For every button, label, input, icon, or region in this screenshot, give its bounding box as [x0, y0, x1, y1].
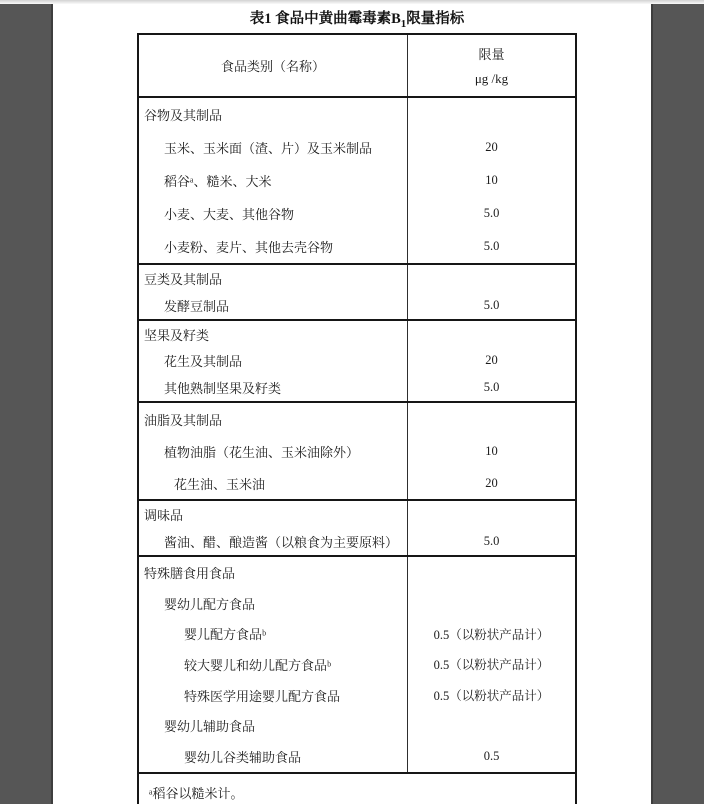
limit-value-cell: 20 — [485, 475, 498, 490]
limit-value-cell: 5.0 — [483, 380, 500, 395]
limit-value-cell: 5.0 — [483, 206, 500, 220]
table-section — [139, 96, 575, 263]
table-header — [139, 35, 575, 96]
limit-value-cell: 20 — [485, 140, 498, 154]
table-title — [137, 7, 577, 30]
food-category-cell: 小麦、大麦、其他谷物 — [139, 197, 408, 230]
food-category-cell: 稻谷ᵃ、糙米、大米 — [139, 164, 408, 197]
food-category-cell: 谷物及其制品 — [139, 98, 408, 131]
limit-value-cell: 0.5（以粉状产品计） — [433, 658, 550, 673]
food-category-cell: 发酵豆制品 — [139, 292, 408, 319]
food-category-cell: 特殊医学用途婴儿配方食品 — [139, 680, 408, 711]
limit-value-cell: 5.0 — [483, 239, 500, 253]
table-row — [139, 680, 575, 711]
food-category-cell: 其他熟制坚果及籽类 — [139, 374, 408, 401]
table-row — [139, 265, 575, 292]
food-category-cell: 酱油、醋、酿造酱（以粮食为主要原料） — [139, 528, 408, 555]
limit-value-cell — [408, 321, 575, 348]
header-unit-label: μg /kg — [474, 71, 509, 87]
table-row — [139, 741, 575, 772]
limit-value-cell: 0.5（以粉状产品计） — [433, 627, 550, 642]
food-category-cell: 特殊膳食用食品 — [139, 557, 408, 588]
limit-value-cell: 10 — [485, 443, 498, 458]
food-category-cell: 婴幼儿辅助食品 — [139, 711, 408, 742]
table-section — [139, 263, 575, 319]
table-row — [139, 618, 575, 649]
limit-value-cell — [408, 711, 575, 742]
table-row — [139, 374, 575, 401]
food-category-cell: 植物油脂（花生油、玉米油除外） — [139, 435, 408, 467]
table-row — [139, 98, 575, 131]
food-category-cell: 坚果及籽类 — [139, 321, 408, 348]
table-section — [139, 499, 575, 555]
table-row — [139, 528, 575, 555]
table-row — [139, 230, 575, 263]
table-row — [139, 321, 575, 348]
table-title-subscript: 1 — [400, 17, 407, 30]
table-row — [139, 467, 575, 499]
table-row — [139, 197, 575, 230]
food-category-cell: 油脂及其制品 — [139, 403, 408, 435]
table-section — [139, 319, 575, 401]
limits-table — [137, 33, 577, 804]
food-category-cell: 小麦粉、麦片、其他去壳谷物 — [139, 230, 408, 263]
limit-value-cell: 0.5（以粉状产品计） — [433, 689, 550, 704]
limit-value-cell — [408, 501, 575, 528]
table-row — [139, 348, 575, 375]
food-category-cell: 婴儿配方食品ᵇ — [139, 618, 408, 649]
food-category-cell: 豆类及其制品 — [139, 265, 408, 292]
limit-value-cell: 5.0 — [483, 534, 500, 548]
table-row — [139, 292, 575, 319]
table-section — [139, 555, 575, 772]
table-row — [139, 403, 575, 435]
food-category-cell: 婴幼儿谷类辅助食品 — [139, 741, 408, 772]
table-title-text: 表1 食品中黄曲霉毒素B — [249, 11, 401, 27]
limit-value-cell — [408, 403, 575, 435]
table-section — [139, 401, 575, 499]
table-row — [139, 164, 575, 197]
header-category-label: 食品类别（名称） — [139, 35, 408, 96]
limit-value-cell — [408, 557, 575, 588]
table-row — [139, 501, 575, 528]
table-row — [139, 435, 575, 467]
table-row — [139, 588, 575, 619]
window-top-edge — [0, 0, 704, 4]
table-row — [139, 711, 575, 742]
limit-value-cell — [408, 98, 575, 131]
food-category-cell: 调味品 — [139, 501, 408, 528]
limit-value-cell: 0.5 — [483, 749, 500, 764]
limit-value-cell: 10 — [485, 173, 498, 187]
header-limit-label: 限量 — [478, 46, 505, 62]
table-row — [139, 649, 575, 680]
limit-value-cell — [408, 265, 575, 292]
food-category-cell: 婴幼儿配方食品 — [139, 588, 408, 619]
limit-value-cell: 20 — [485, 353, 498, 368]
document-page — [53, 0, 651, 804]
table-footnote: ᵃ稻谷以糙米计。 — [139, 772, 575, 804]
food-category-cell: 较大婴儿和幼儿配方食品ᵇ — [139, 649, 408, 680]
food-category-cell: 花生油、玉米油 — [139, 467, 408, 499]
table-title-suffix: 限量指标 — [406, 11, 465, 27]
limit-value-cell: 5.0 — [483, 298, 500, 312]
food-category-cell: 玉米、玉米面（渣、片）及玉米制品 — [139, 131, 408, 164]
table-row — [139, 557, 575, 588]
limit-value-cell — [408, 588, 575, 619]
table-row — [139, 131, 575, 164]
header-limit-cell — [408, 35, 575, 96]
food-category-cell: 花生及其制品 — [139, 348, 408, 375]
